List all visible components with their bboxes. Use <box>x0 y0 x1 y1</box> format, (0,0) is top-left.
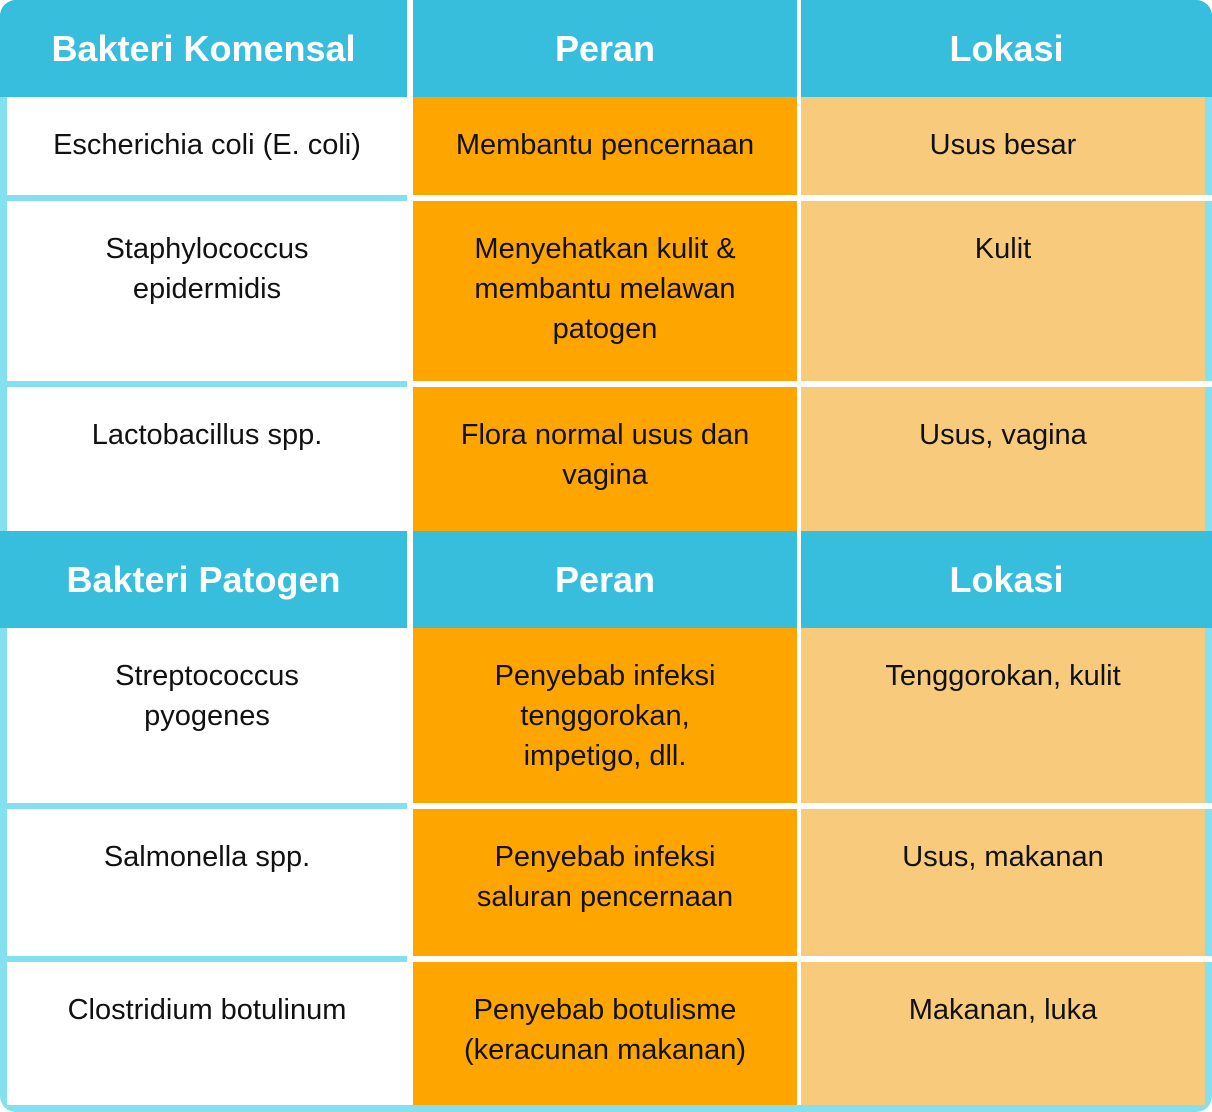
header-bakteri-komensal: Bakteri Komensal <box>0 0 407 97</box>
header-peran: Peran <box>413 531 797 628</box>
bacteria-name: Staphylococcus epidermidis <box>7 201 407 381</box>
bacteria-name: Salmonella spp. <box>7 809 407 956</box>
bacteria-location: Usus, vagina <box>801 387 1205 531</box>
bacteria-location: Makanan, luka <box>801 962 1205 1105</box>
bacteria-role: Penyebab infeksi saluran pencernaan <box>413 809 797 956</box>
bacteria-role: Flora normal usus dan vagina <box>413 387 797 531</box>
bacteria-location: Kulit <box>801 201 1205 381</box>
bacteria-name: Streptococcus pyogenes <box>7 628 407 803</box>
bacteria-location: Usus besar <box>801 97 1205 195</box>
bacteria-role: Membantu pencernaan <box>413 97 797 195</box>
bacteria-role: Penyebab botulisme (keracunan makanan) <box>413 962 797 1105</box>
header-peran: Peran <box>413 0 797 97</box>
bacteria-location: Tenggorokan, kulit <box>801 628 1205 803</box>
bacteria-name: Lactobacillus spp. <box>7 387 407 531</box>
bacteria-name: Escherichia coli (E. coli) <box>7 97 407 195</box>
bacteria-location: Usus, makanan <box>801 809 1205 956</box>
bacteria-name: Clostridium botulinum <box>7 962 407 1105</box>
header-lokasi: Lokasi <box>801 0 1212 97</box>
bacteria-role: Menyehatkan kulit & membantu melawan patogen <box>413 201 797 381</box>
bacteria-role: Penyebab infeksi tenggorokan, impetigo, dll. <box>413 628 797 803</box>
header-lokasi: Lokasi <box>801 531 1212 628</box>
header-bakteri-patogen: Bakteri Patogen <box>0 531 407 628</box>
